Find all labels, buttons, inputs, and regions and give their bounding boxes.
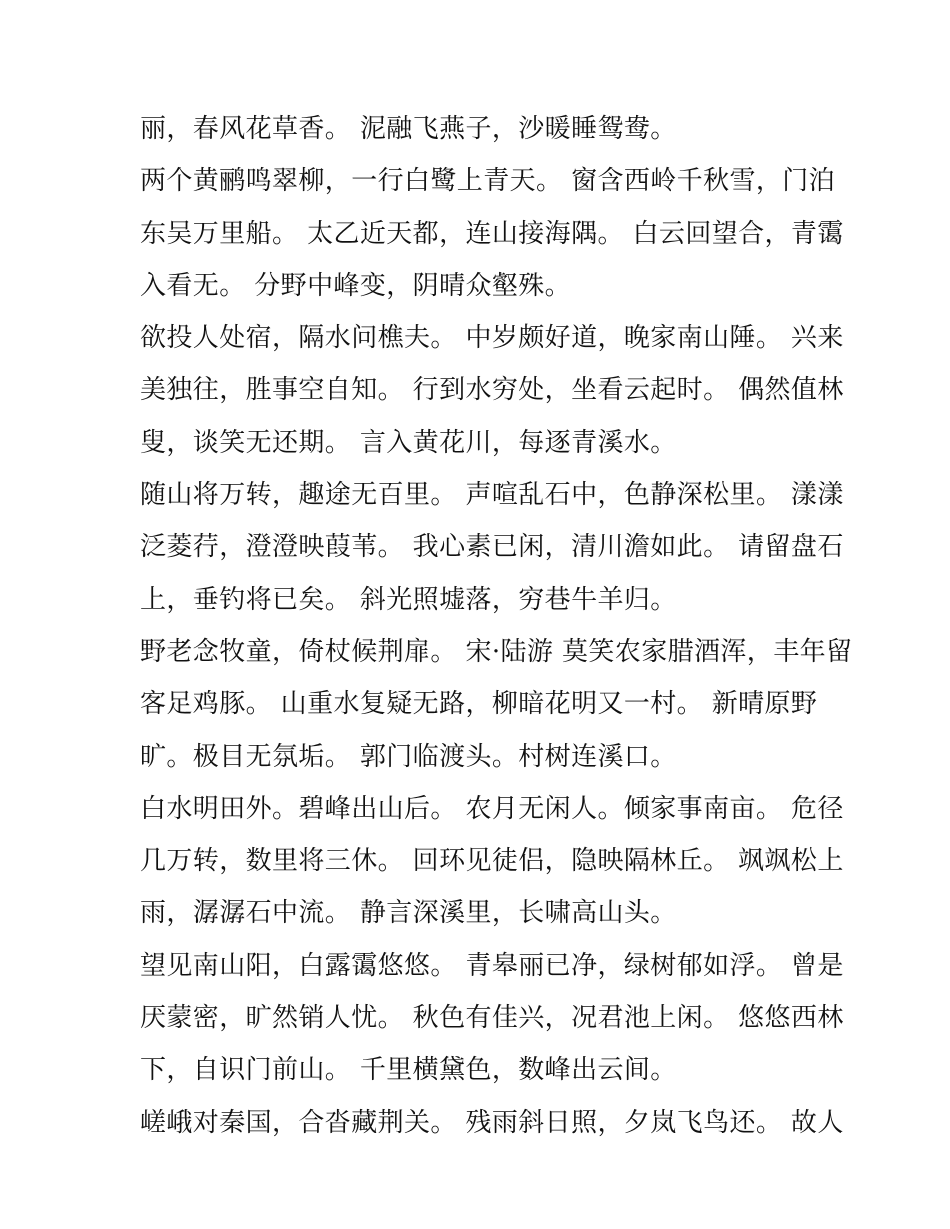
text-line: 下，自识门前山。 千里横黛色，数峰出云间。 bbox=[140, 1055, 677, 1086]
text-line: 两个黄鹂鸣翠柳，一行白鹭上青天。 窗含西岭千秋雪，门泊 bbox=[140, 166, 836, 197]
poem-text-block bbox=[140, 110, 853, 1156]
text-line: 旷。极目无氛垢。 郭门临渡头。村树连溪口。 bbox=[140, 741, 677, 772]
text-line: 叟，谈笑无还期。 言入黄花川，每逐青溪水。 bbox=[140, 427, 677, 458]
text-line: 雨，潺潺石中流。 静言深溪里，长啸高山头。 bbox=[140, 898, 677, 929]
text-line: 野老念牧童，倚杖候荆扉。 宋·陆游 莫笑农家腊酒浑，丰年留 bbox=[140, 636, 853, 667]
text-line: 望见南山阳，白露霭悠悠。 青皋丽已净，绿树郁如浮。 曾是 bbox=[140, 950, 844, 981]
text-line: 泛菱荇，澄澄映葭苇。 我心素已闲，清川澹如此。 请留盘石 bbox=[140, 532, 844, 563]
text-line: 东吴万里船。 太乙近天都，连山接海隅。 白云回望合，青霭 bbox=[140, 218, 844, 249]
text-line: 丽，春风花草香。 泥融飞燕子，沙暖睡鸳鸯。 bbox=[140, 114, 677, 144]
text-line: 嵯峨对秦国，合沓藏荆关。 残雨斜日照，夕岚飞鸟还。 故人 bbox=[140, 1107, 844, 1138]
text-line: 入看无。 分野中峰变，阴晴众壑殊。 bbox=[140, 270, 572, 301]
text-line: 厌蒙密，旷然销人忧。 秋色有佳兴，况君池上闲。 悠悠西林 bbox=[140, 1003, 844, 1034]
text-line: 上，垂钓将已矣。 斜光照墟落，穷巷牛羊归。 bbox=[140, 584, 677, 615]
text-line: 美独往，胜事空自知。 行到水穷处，坐看云起时。 偶然值林 bbox=[140, 375, 844, 406]
text-line: 随山将万转，趣途无百里。 声喧乱石中，色静深松里。 漾漾 bbox=[140, 480, 844, 511]
text-line: 客足鸡豚。 山重水复疑无路，柳暗花明又一村。 新晴原野 bbox=[140, 689, 818, 720]
text-line: 欲投人处宿，隔水问樵夫。 中岁颇好道，晚家南山陲。 兴来 bbox=[140, 323, 844, 354]
text-line: 白水明田外。碧峰出山后。 农月无闲人。倾家事南亩。 危径 bbox=[140, 793, 844, 824]
text-line: 几万转，数里将三休。 回环见徒侣，隐映隔林丘。 飒飒松上 bbox=[140, 846, 844, 877]
